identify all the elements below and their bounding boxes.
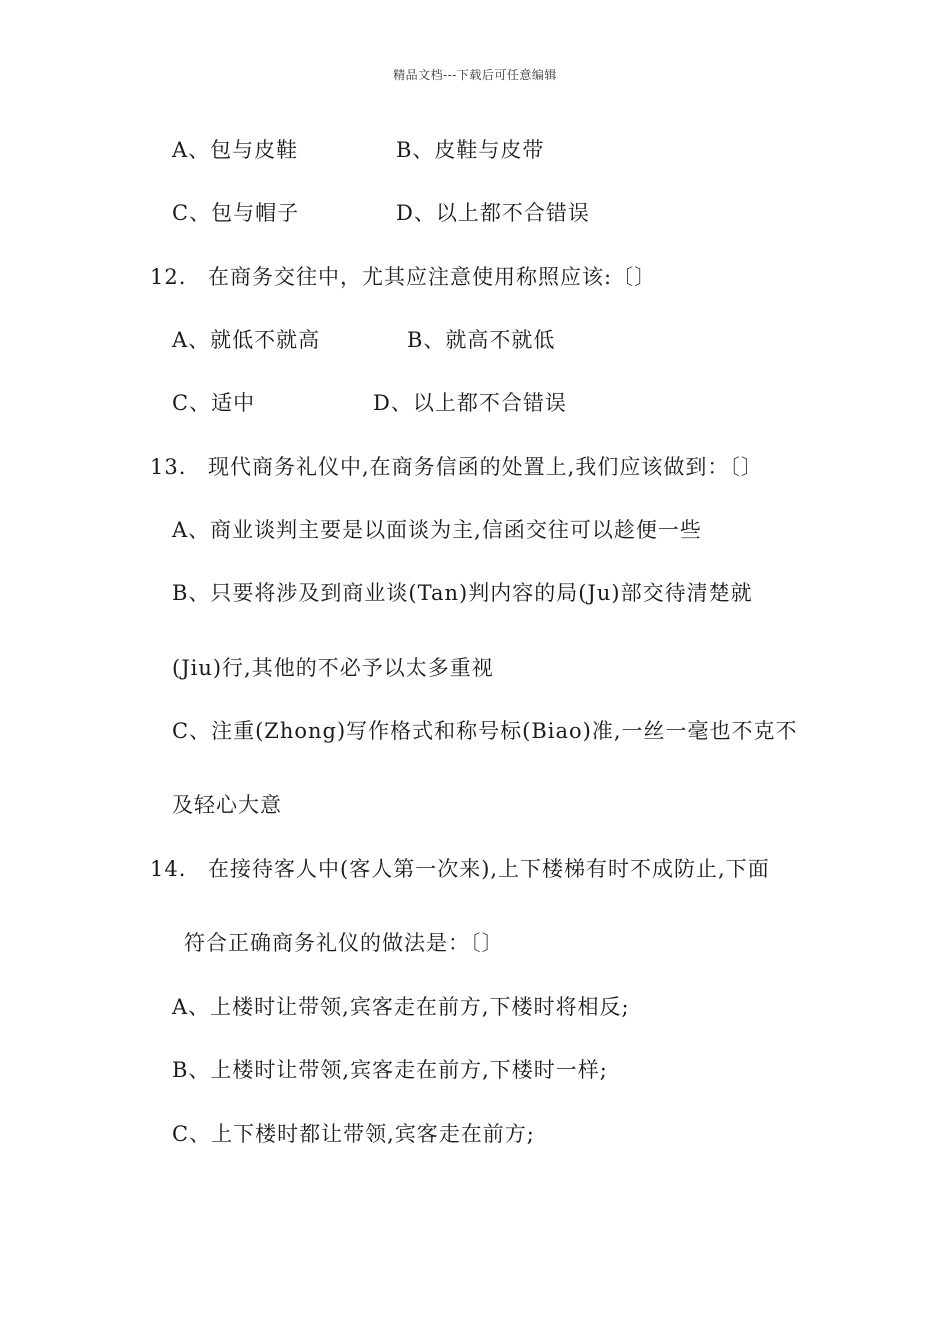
- q14-option-a: A、上楼时让带领,宾客走在前方,下楼时将相反;: [172, 995, 630, 1019]
- q13-question: [150, 453, 763, 481]
- q13-option-a: A、商业谈判主要是以面谈为主,信函交往可以趁便一些: [172, 518, 702, 542]
- q12-option-b: B、就高不就低: [407, 328, 556, 352]
- q14-text-line2: 符合正确商务礼仪的做法是：〔〕: [184, 931, 504, 955]
- q11-option-c: C、包与帽子: [172, 201, 300, 225]
- q14-text-line1: 在接待客人中(客人第一次来),上下楼梯有时不成防止,下面: [208, 857, 770, 881]
- q12-text: 在商务交往中，尤其应注意使用称照应该:〔〕: [208, 265, 657, 289]
- q13-number: 13.: [150, 455, 187, 479]
- q12-option-c: C、适中: [172, 391, 256, 415]
- q13-option-c-line1: C、注重(Zhong)写作格式和称号标(Biao)准,一丝一毫也不克不: [172, 719, 798, 743]
- q12-option-a: A、就低不就高: [172, 328, 321, 352]
- q13-text: 现代商务礼仪中,在商务信函的处置上,我们应该做到：〔〕: [208, 455, 763, 479]
- q13-option-c-line2: 及轻心大意: [172, 793, 282, 817]
- q13-option-b-line2: (Jiu)行,其他的不必予以太多重视: [172, 656, 494, 680]
- q14-number: 14.: [150, 857, 187, 881]
- q12-option-d: D、以上都不合错误: [373, 391, 567, 415]
- q12-question: [150, 263, 656, 291]
- q11-option-b: B、皮鞋与皮带: [396, 138, 545, 162]
- q14-option-b: B、上楼时让带领,宾客走在前方,下楼时一样;: [172, 1058, 608, 1082]
- q13-option-b-line1: B、只要将涉及到商业谈(Tan)判内容的局(Ju)部交待清楚就: [172, 581, 753, 605]
- q11-option-d: D、以上都不合错误: [396, 201, 590, 225]
- page-header: 精品文档---下载后可任意编辑: [393, 68, 557, 82]
- q14-question: [150, 855, 770, 883]
- q14-option-c: C、上下楼时都让带领,宾客走在前方;: [172, 1122, 535, 1146]
- q12-number: 12.: [150, 265, 187, 289]
- q11-option-a: A、包与皮鞋: [172, 138, 299, 162]
